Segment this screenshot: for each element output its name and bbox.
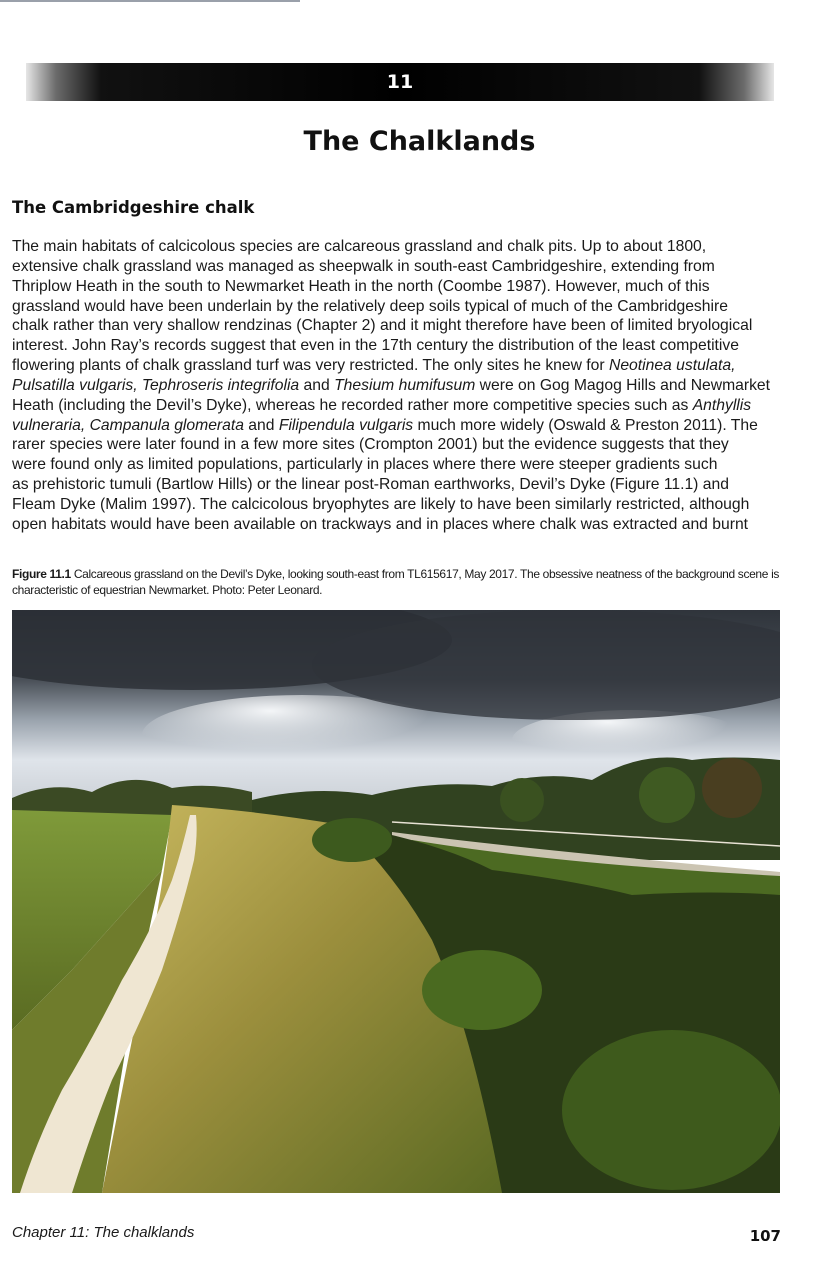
italic-species-name: Thesium humifusum (334, 376, 476, 394)
body-paragraph (12, 237, 804, 535)
section-heading: The Cambridgeshire chalk (12, 198, 255, 217)
body-line (12, 416, 804, 436)
chapter-number-band (26, 63, 774, 101)
caption-text-1: Calcareous grassland on the Devil’s Dyke, looking south-east from TL615617, May 2017. The obsessive neatness of the background scene is (73, 567, 780, 581)
text-run: and (243, 416, 279, 434)
body-line (12, 336, 804, 356)
chapter-title: The Chalklands (303, 126, 536, 157)
top-rule (0, 0, 300, 2)
body-line (12, 396, 804, 416)
text-run: Fleam Dyke (Malim 1997). The calcicolous bryophytes are likely to have been similarly restricted, although (12, 495, 750, 513)
body-line (12, 435, 804, 455)
text-run: The main habitats of calcicolous species are calcareous grassland and chalk pits. Up to about 1800, (12, 238, 707, 255)
body-line (12, 277, 804, 297)
text-run: chalk rather than very shallow rendzinas (Chapter 2) and it might therefore have been of limited bryological (12, 317, 753, 335)
figure-caption (12, 566, 782, 598)
text-run: were found only as limited populations, particularly in places where there were steeper gradients such (12, 456, 718, 474)
text-run: were on Gog Magog Hills and Newmarket (475, 376, 771, 394)
body-line (12, 356, 804, 376)
body-line (12, 237, 804, 257)
body-line (12, 495, 804, 515)
bush (312, 818, 392, 862)
caption-line-2: characteristic of equestrian Newmarket. Photo: Peter Leonard. (12, 583, 323, 597)
chapter-number: 11 (386, 71, 414, 93)
italic-species-name: Anthyllis (692, 396, 752, 414)
text-run: Heath (including the Devil’s Dyke), whereas he recorded rather more competitive species such as (12, 396, 693, 414)
figure-label: Figure 11.1 (12, 567, 71, 581)
text-run: interest. John Ray’s records suggest that even in the 17th century the distribution of the least competitive (12, 337, 739, 355)
text-run: much more widely (Oswald & Preston 2011). The (413, 416, 758, 434)
running-footer: Chapter 11: The chalklands (12, 1224, 195, 1241)
text-run: grassland would have been underlain by the relatively deep soils typical of much of the Cambridgeshire (12, 297, 728, 315)
text-run: as prehistoric tumuli (Bartlow Hills) or the linear post-Roman earthworks, Devil’s Dyke (Figure 11.1) and (12, 476, 729, 494)
body-line (12, 297, 804, 317)
tree (702, 758, 762, 818)
text-run: and (299, 376, 335, 394)
text-run: open habitats would have been available on trackways and in places where chalk was extracted and burnt (12, 515, 749, 533)
body-line (12, 455, 804, 475)
body-line (12, 376, 804, 396)
landscape-photo-illustration (12, 610, 780, 1193)
body-line (12, 257, 804, 277)
page-number: 107 (749, 1227, 781, 1245)
figure-photo-devils-dyke (12, 610, 780, 1193)
body-line (12, 475, 804, 495)
italic-species-name: Neotinea ustulata, (608, 357, 736, 375)
text-run: extensive chalk grassland was managed as sheepwalk in south-east Cambridgeshire, extending from (12, 257, 715, 275)
italic-species-name: vulneraria, Campanula glomerata (12, 416, 244, 434)
tree (639, 767, 695, 823)
bush (422, 950, 542, 1030)
tree (500, 778, 544, 822)
italic-species-name: Filipendula vulgaris (278, 416, 414, 434)
body-line (12, 515, 804, 535)
body-line (12, 316, 804, 336)
text-run: Thriplow Heath in the south to Newmarket Heath in the north (Coombe 1987). However, much of this (12, 277, 710, 295)
bush (562, 1030, 780, 1190)
caption-line-1 (12, 566, 782, 582)
text-run: flowering plants of chalk grassland turf was very restricted. The only sites he knew for (12, 357, 609, 375)
text-run: rarer species were later found in a few more sites (Crompton 2001) but the evidence suggests that they (12, 436, 729, 454)
italic-species-name: Pulsatilla vulgaris, Tephroseris integrifolia (12, 376, 300, 394)
